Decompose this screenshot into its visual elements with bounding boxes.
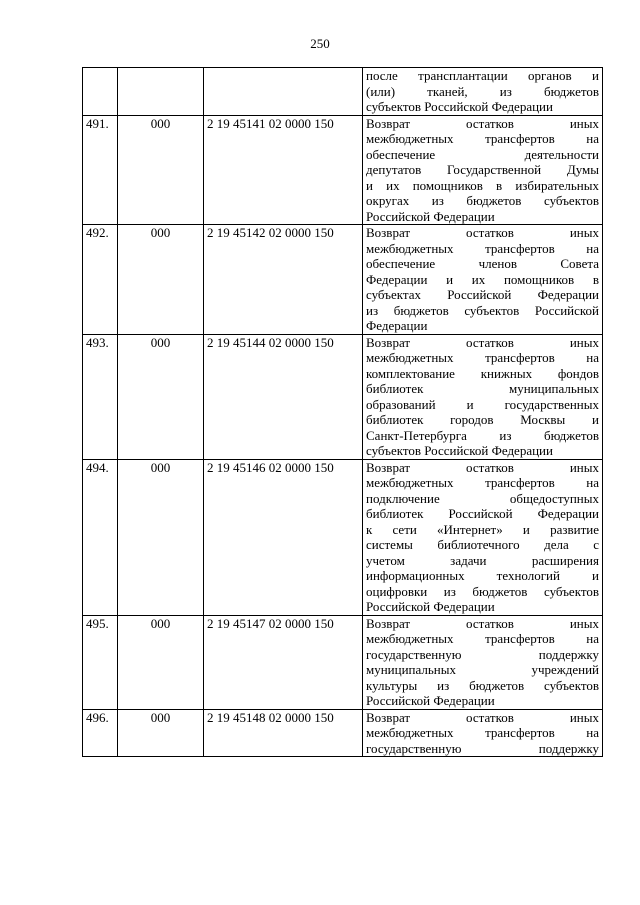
name-line: к сети «Интернет» и развитие — [366, 521, 599, 537]
row-number-cell: 491. — [83, 115, 118, 225]
income-code-cell: 2 19 45144 02 0000 150 — [204, 334, 363, 459]
name-line: библиотек Российской Федерации — [366, 506, 599, 521]
row-number-cell: 494. — [83, 459, 118, 615]
name-line: межбюджетных трансфертов на — [366, 131, 599, 146]
income-code-cell — [204, 68, 363, 116]
name-line: библиотек муниципальных — [366, 381, 599, 396]
name-line: депутатов Государственной Думы — [366, 162, 599, 177]
income-name-cell — [363, 334, 603, 459]
name-line: системы библиотечного дела с — [366, 537, 599, 552]
name-line: Российской Федерации — [366, 599, 495, 614]
name-line: учетом задачи расширения — [366, 552, 599, 568]
table-row — [83, 709, 603, 757]
income-name-cell — [363, 709, 603, 757]
name-line: Возврат остатков иных — [366, 709, 599, 725]
admin-code-cell: 000 — [118, 225, 204, 335]
name-line: Возврат остатков иных — [366, 334, 599, 350]
name-line: субъектах Российской Федерации — [366, 287, 599, 302]
income-name-cell — [363, 615, 603, 709]
income-code-cell: 2 19 45147 02 0000 150 — [204, 615, 363, 709]
name-line: (или) тканей, из бюджетов — [366, 83, 599, 99]
name-line: подключение общедоступных — [366, 490, 599, 506]
name-line: межбюджетных трансфертов на — [366, 725, 599, 740]
name-line: оцифровки из бюджетов субъектов — [366, 583, 599, 599]
table-row — [83, 68, 603, 116]
name-line: после трансплантации органов и — [366, 68, 599, 83]
name-line: Возврат остатков иных — [366, 115, 599, 131]
name-line: образований и государственных — [366, 396, 599, 412]
name-line: Федерации — [366, 318, 428, 333]
table-row — [83, 615, 603, 709]
income-code-cell: 2 19 45148 02 0000 150 — [204, 709, 363, 757]
name-line: межбюджетных трансфертов на — [366, 350, 599, 365]
name-line: межбюджетных трансфертов на — [366, 240, 599, 256]
income-name-cell — [363, 115, 603, 225]
name-line: информационных технологий и — [366, 568, 599, 583]
admin-code-cell: 000 — [118, 709, 204, 757]
income-name-cell — [363, 459, 603, 615]
name-line: обеспечение деятельности — [366, 146, 599, 162]
admin-code-cell: 000 — [118, 115, 204, 225]
name-line: культуры из бюджетов субъектов — [366, 677, 599, 693]
table-row — [83, 334, 603, 459]
admin-code-cell: 000 — [118, 334, 204, 459]
name-line: Российской Федерации — [366, 208, 495, 224]
name-line: субъектов Российской Федерации — [366, 443, 553, 458]
name-line: Федерации и их помощников в — [366, 271, 599, 287]
table-row — [83, 459, 603, 615]
name-line: округах из бюджетов субъектов — [366, 193, 599, 208]
page-number: 250 — [310, 36, 330, 51]
name-line: Возврат остатков иных — [366, 225, 599, 240]
income-code-cell: 2 19 45142 02 0000 150 — [204, 225, 363, 335]
income-code-cell: 2 19 45141 02 0000 150 — [204, 115, 363, 225]
name-line: библиотек городов Москвы и — [366, 412, 599, 427]
table-row — [83, 225, 603, 335]
name-line: комплектование книжных фондов — [366, 365, 599, 381]
name-line: Российской Федерации — [366, 693, 495, 708]
income-name-cell — [363, 225, 603, 335]
name-line: Возврат остатков иных — [366, 615, 599, 631]
name-line: обеспечение членов Совета — [366, 256, 599, 271]
name-line: и их помощников в избирательных — [366, 177, 599, 193]
name-line: государственную поддержку — [366, 646, 599, 662]
row-number-cell — [83, 68, 118, 116]
row-number-cell: 493. — [83, 334, 118, 459]
admin-code-cell: 000 — [118, 459, 204, 615]
name-line: муниципальных учреждений — [366, 662, 599, 677]
name-line: субъектов Российской Федерации — [366, 99, 553, 114]
table-row — [83, 115, 603, 225]
budget-codes-table — [82, 67, 603, 757]
income-code-cell: 2 19 45146 02 0000 150 — [204, 459, 363, 615]
name-line: из бюджетов субъектов Российской — [366, 302, 599, 318]
admin-code-cell — [118, 68, 204, 116]
name-line: Возврат остатков иных — [366, 459, 599, 475]
name-line: государственную поддержку — [366, 740, 599, 756]
row-number-cell: 496. — [83, 709, 118, 757]
name-line: межбюджетных трансфертов на — [366, 631, 599, 646]
name-line: межбюджетных трансфертов на — [366, 475, 599, 490]
table-body — [83, 68, 603, 757]
admin-code-cell: 000 — [118, 615, 204, 709]
income-name-cell — [363, 68, 603, 116]
name-line: Санкт-Петербурга из бюджетов — [366, 427, 599, 443]
row-number-cell: 495. — [83, 615, 118, 709]
row-number-cell: 492. — [83, 225, 118, 335]
